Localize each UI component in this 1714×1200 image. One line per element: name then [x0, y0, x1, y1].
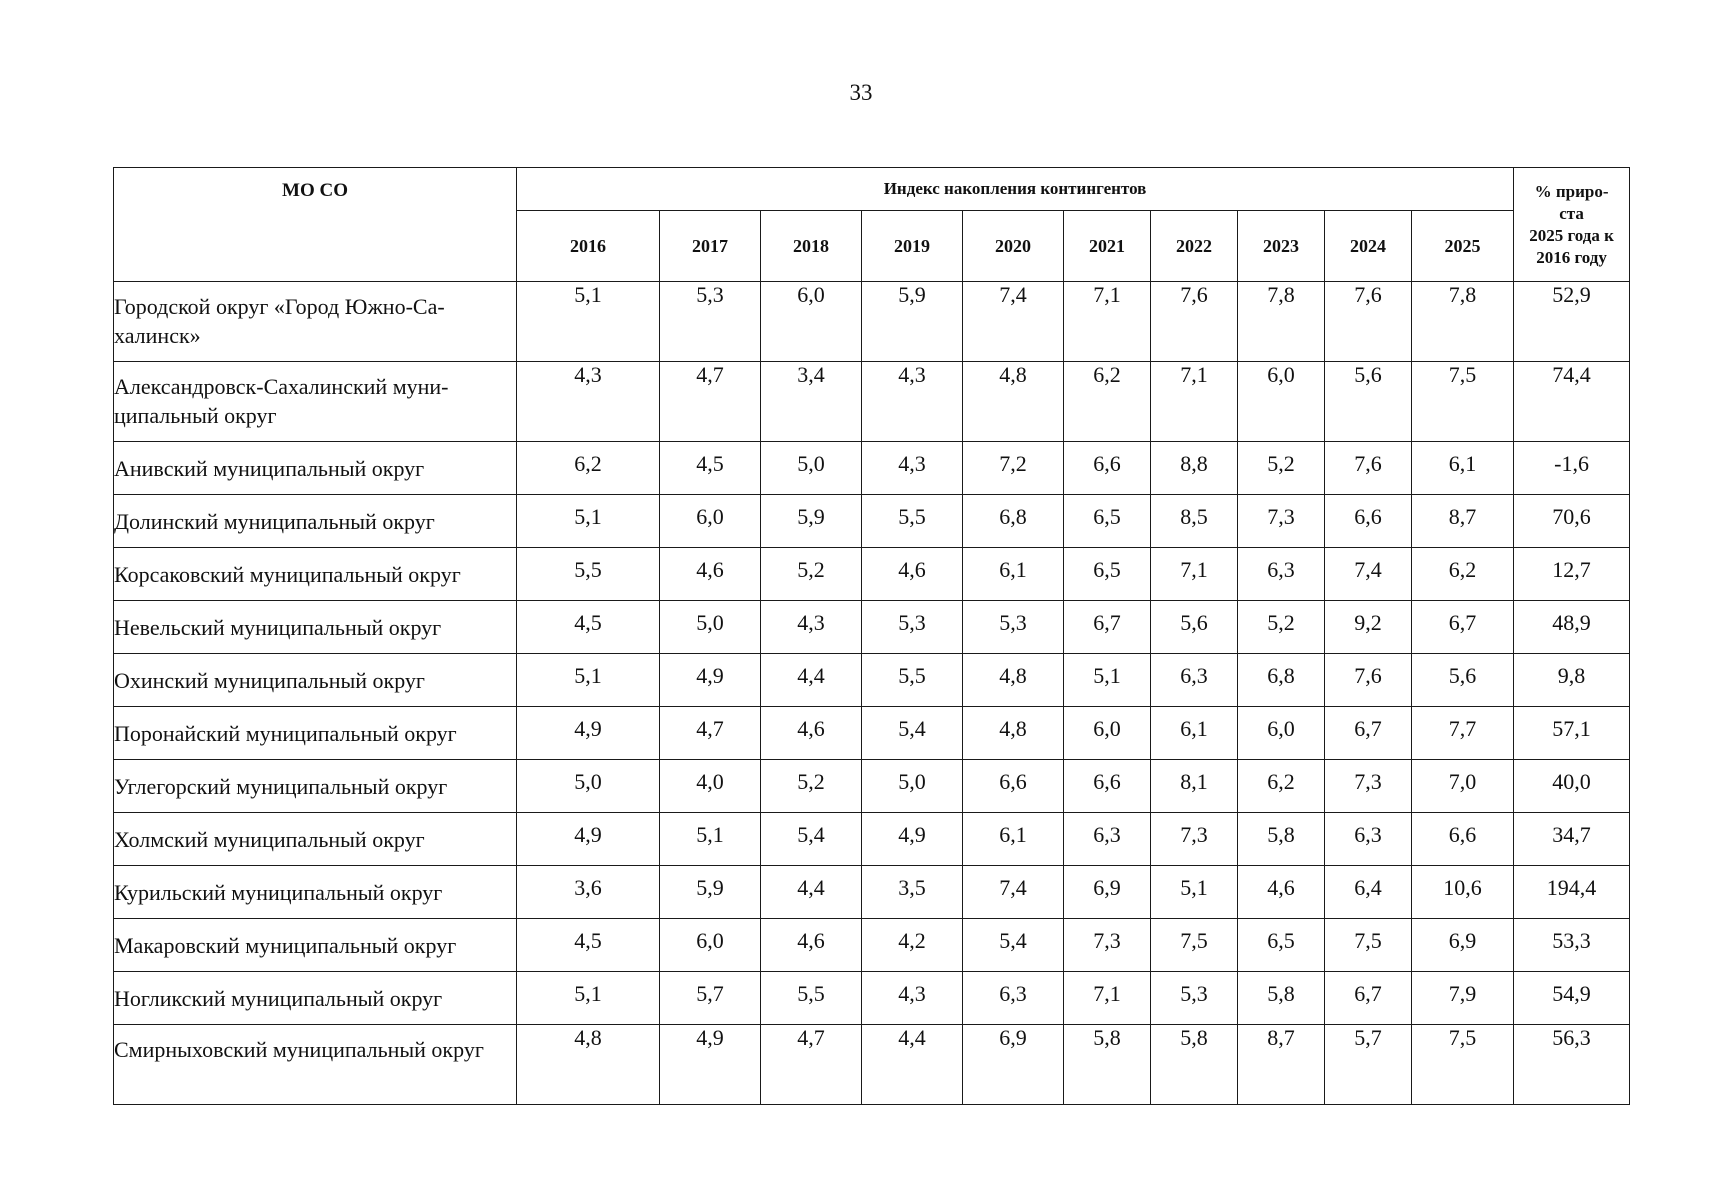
- row-name: Углегорский муниципальный округ: [114, 760, 517, 813]
- value-cell: 7,8: [1412, 282, 1514, 362]
- value-cell: 4,6: [1238, 866, 1325, 919]
- value-cell: 5,0: [517, 760, 660, 813]
- row-name: Макаровский муниципальный округ: [114, 919, 517, 972]
- value-cell: 5,5: [517, 548, 660, 601]
- value-cell: 6,0: [761, 282, 862, 362]
- value-cell: 4,9: [517, 813, 660, 866]
- value-cell: 5,6: [1151, 601, 1238, 654]
- value-cell: 5,6: [1325, 362, 1412, 442]
- growth-cell: 54,9: [1514, 972, 1630, 1025]
- value-cell: 6,7: [1325, 972, 1412, 1025]
- value-cell: 5,5: [862, 654, 963, 707]
- growth-cell: 40,0: [1514, 760, 1630, 813]
- value-cell: 5,5: [862, 495, 963, 548]
- value-cell: 7,3: [1064, 919, 1151, 972]
- value-cell: 7,3: [1238, 495, 1325, 548]
- value-cell: 6,7: [1064, 601, 1151, 654]
- value-cell: 4,4: [862, 1025, 963, 1105]
- header-year-2019: 2019: [862, 211, 963, 282]
- table-row: [114, 495, 1630, 548]
- value-cell: 6,1: [1151, 707, 1238, 760]
- row-name: Александровск-Сахалинский муни-ципальный округ: [114, 362, 517, 442]
- table-row: [114, 362, 1630, 442]
- row-name: Невельский муниципальный округ: [114, 601, 517, 654]
- value-cell: 4,8: [963, 654, 1064, 707]
- value-cell: 7,8: [1238, 282, 1325, 362]
- header-year-2020: 2020: [963, 211, 1064, 282]
- value-cell: 5,0: [761, 442, 862, 495]
- row-name: Корсаковский муниципальный округ: [114, 548, 517, 601]
- table-row: [114, 919, 1630, 972]
- growth-cell: 70,6: [1514, 495, 1630, 548]
- value-cell: 5,1: [517, 972, 660, 1025]
- value-cell: 6,6: [1325, 495, 1412, 548]
- value-cell: 5,0: [660, 601, 761, 654]
- value-cell: 8,1: [1151, 760, 1238, 813]
- value-cell: 4,5: [660, 442, 761, 495]
- header-year-2022: 2022: [1151, 211, 1238, 282]
- value-cell: 5,7: [1325, 1025, 1412, 1105]
- value-cell: 7,1: [1064, 972, 1151, 1025]
- value-cell: 6,4: [1325, 866, 1412, 919]
- value-cell: 6,0: [1238, 362, 1325, 442]
- value-cell: 4,5: [517, 919, 660, 972]
- row-name: Смирныховский муниципальный округ: [114, 1025, 517, 1105]
- value-cell: 7,3: [1325, 760, 1412, 813]
- value-cell: 7,9: [1412, 972, 1514, 1025]
- growth-cell: 52,9: [1514, 282, 1630, 362]
- value-cell: 4,9: [660, 654, 761, 707]
- table-row: [114, 548, 1630, 601]
- value-cell: 7,6: [1325, 442, 1412, 495]
- row-name: Холмский муниципальный округ: [114, 813, 517, 866]
- value-cell: 4,6: [660, 548, 761, 601]
- value-cell: 6,7: [1325, 707, 1412, 760]
- value-cell: 6,0: [1064, 707, 1151, 760]
- value-cell: 7,6: [1325, 654, 1412, 707]
- table-row: [114, 707, 1630, 760]
- value-cell: 6,3: [1151, 654, 1238, 707]
- value-cell: 7,4: [1325, 548, 1412, 601]
- value-cell: 7,2: [963, 442, 1064, 495]
- value-cell: 5,3: [1151, 972, 1238, 1025]
- value-cell: 8,7: [1412, 495, 1514, 548]
- header-year-2023: 2023: [1238, 211, 1325, 282]
- value-cell: 6,2: [517, 442, 660, 495]
- value-cell: 5,4: [862, 707, 963, 760]
- value-cell: 6,3: [1238, 548, 1325, 601]
- value-cell: 5,4: [963, 919, 1064, 972]
- value-cell: 7,1: [1064, 282, 1151, 362]
- growth-cell: 48,9: [1514, 601, 1630, 654]
- growth-cell: 57,1: [1514, 707, 1630, 760]
- table-row: [114, 866, 1630, 919]
- value-cell: 7,7: [1412, 707, 1514, 760]
- value-cell: 5,4: [761, 813, 862, 866]
- value-cell: 10,6: [1412, 866, 1514, 919]
- value-cell: 5,6: [1412, 654, 1514, 707]
- value-cell: 5,3: [862, 601, 963, 654]
- value-cell: 4,6: [761, 707, 862, 760]
- header-growth-line: ста: [1559, 203, 1584, 223]
- value-cell: 5,1: [660, 813, 761, 866]
- growth-cell: 194,4: [1514, 866, 1630, 919]
- value-cell: 4,7: [660, 707, 761, 760]
- header-growth-line: 2025 года к: [1529, 225, 1614, 245]
- value-cell: 6,1: [963, 548, 1064, 601]
- table-row: [114, 654, 1630, 707]
- value-cell: 8,7: [1238, 1025, 1325, 1105]
- value-cell: 6,1: [963, 813, 1064, 866]
- value-cell: 6,9: [1412, 919, 1514, 972]
- growth-cell: 56,3: [1514, 1025, 1630, 1105]
- value-cell: 6,2: [1238, 760, 1325, 813]
- value-cell: 5,1: [517, 495, 660, 548]
- value-cell: 5,8: [1238, 972, 1325, 1025]
- index-table: [113, 167, 1630, 1105]
- value-cell: 6,6: [1064, 442, 1151, 495]
- table-row: [114, 1025, 1630, 1105]
- value-cell: 5,9: [862, 282, 963, 362]
- value-cell: 6,3: [1064, 813, 1151, 866]
- value-cell: 6,9: [963, 1025, 1064, 1105]
- value-cell: 7,5: [1412, 362, 1514, 442]
- value-cell: 5,2: [761, 760, 862, 813]
- value-cell: 6,7: [1412, 601, 1514, 654]
- value-cell: 7,6: [1325, 282, 1412, 362]
- value-cell: 4,8: [963, 362, 1064, 442]
- value-cell: 7,6: [1151, 282, 1238, 362]
- row-name: Городской округ «Город Южно-Са-халинск»: [114, 282, 517, 362]
- table-row: [114, 282, 1630, 362]
- header-growth-line: % приро-: [1534, 181, 1609, 201]
- value-cell: 6,3: [963, 972, 1064, 1025]
- value-cell: 5,1: [1064, 654, 1151, 707]
- value-cell: 4,3: [862, 442, 963, 495]
- value-cell: 3,5: [862, 866, 963, 919]
- value-cell: 5,1: [517, 654, 660, 707]
- header-row-top: [114, 168, 1630, 211]
- row-name: Охинский муниципальный округ: [114, 654, 517, 707]
- value-cell: 6,6: [963, 760, 1064, 813]
- row-name: Ногликский муниципальный округ: [114, 972, 517, 1025]
- growth-cell: 34,7: [1514, 813, 1630, 866]
- value-cell: 6,8: [963, 495, 1064, 548]
- header-year-2018: 2018: [761, 211, 862, 282]
- value-cell: 6,9: [1064, 866, 1151, 919]
- value-cell: 4,3: [862, 972, 963, 1025]
- value-cell: 4,5: [517, 601, 660, 654]
- value-cell: 7,4: [963, 866, 1064, 919]
- value-cell: 4,7: [761, 1025, 862, 1105]
- value-cell: 7,1: [1151, 548, 1238, 601]
- value-cell: 6,1: [1412, 442, 1514, 495]
- growth-cell: 74,4: [1514, 362, 1630, 442]
- value-cell: 7,5: [1325, 919, 1412, 972]
- value-cell: 5,3: [963, 601, 1064, 654]
- value-cell: 9,2: [1325, 601, 1412, 654]
- value-cell: 5,8: [1151, 1025, 1238, 1105]
- value-cell: 4,2: [862, 919, 963, 972]
- value-cell: 5,9: [660, 866, 761, 919]
- table-row: [114, 601, 1630, 654]
- value-cell: 4,9: [862, 813, 963, 866]
- value-cell: 5,3: [660, 282, 761, 362]
- value-cell: 7,3: [1151, 813, 1238, 866]
- page-number: 33: [849, 80, 873, 105]
- value-cell: 5,8: [1064, 1025, 1151, 1105]
- value-cell: 6,0: [1238, 707, 1325, 760]
- row-name: Анивский муниципальный округ: [114, 442, 517, 495]
- value-cell: 3,4: [761, 362, 862, 442]
- table-row: [114, 442, 1630, 495]
- header-mo-co: МО СО: [114, 168, 517, 282]
- value-cell: 4,7: [660, 362, 761, 442]
- value-cell: 7,0: [1412, 760, 1514, 813]
- value-cell: 4,0: [660, 760, 761, 813]
- value-cell: 4,9: [517, 707, 660, 760]
- value-cell: 5,2: [761, 548, 862, 601]
- header-year-2024: 2024: [1325, 211, 1412, 282]
- value-cell: 6,2: [1412, 548, 1514, 601]
- value-cell: 5,2: [1238, 442, 1325, 495]
- value-cell: 4,3: [761, 601, 862, 654]
- value-cell: 5,7: [660, 972, 761, 1025]
- growth-cell: -1,6: [1514, 442, 1630, 495]
- header-index-label: Индекс накопления контингентов: [517, 168, 1514, 211]
- value-cell: 4,8: [517, 1025, 660, 1105]
- growth-cell: 53,3: [1514, 919, 1630, 972]
- value-cell: 5,9: [761, 495, 862, 548]
- value-cell: 3,6: [517, 866, 660, 919]
- row-name: Долинский муниципальный округ: [114, 495, 517, 548]
- header-growth: [1514, 168, 1630, 282]
- row-name: Курильский муниципальный округ: [114, 866, 517, 919]
- header-year-2021: 2021: [1064, 211, 1151, 282]
- value-cell: 4,9: [660, 1025, 761, 1105]
- value-cell: 7,1: [1151, 362, 1238, 442]
- value-cell: 6,0: [660, 495, 761, 548]
- value-cell: 7,5: [1151, 919, 1238, 972]
- value-cell: 8,5: [1151, 495, 1238, 548]
- header-year-2017: 2017: [660, 211, 761, 282]
- row-name: Поронайский муниципальный округ: [114, 707, 517, 760]
- header-growth-line: 2016 году: [1536, 247, 1607, 267]
- header-year-2016: 2016: [517, 211, 660, 282]
- growth-cell: 12,7: [1514, 548, 1630, 601]
- value-cell: 5,2: [1238, 601, 1325, 654]
- value-cell: 5,1: [517, 282, 660, 362]
- value-cell: 4,8: [963, 707, 1064, 760]
- value-cell: 5,5: [761, 972, 862, 1025]
- table-row: [114, 760, 1630, 813]
- value-cell: 6,3: [1325, 813, 1412, 866]
- table-row: [114, 813, 1630, 866]
- table-row: [114, 972, 1630, 1025]
- value-cell: 7,4: [963, 282, 1064, 362]
- value-cell: 6,5: [1238, 919, 1325, 972]
- value-cell: 4,3: [517, 362, 660, 442]
- growth-cell: 9,8: [1514, 654, 1630, 707]
- value-cell: 6,5: [1064, 548, 1151, 601]
- value-cell: 6,5: [1064, 495, 1151, 548]
- value-cell: 6,0: [660, 919, 761, 972]
- value-cell: 7,5: [1412, 1025, 1514, 1105]
- value-cell: 6,2: [1064, 362, 1151, 442]
- header-year-2025: 2025: [1412, 211, 1514, 282]
- value-cell: 5,0: [862, 760, 963, 813]
- value-cell: 6,8: [1238, 654, 1325, 707]
- value-cell: 5,8: [1238, 813, 1325, 866]
- value-cell: 5,1: [1151, 866, 1238, 919]
- value-cell: 4,6: [761, 919, 862, 972]
- value-cell: 4,4: [761, 654, 862, 707]
- value-cell: 8,8: [1151, 442, 1238, 495]
- value-cell: 6,6: [1064, 760, 1151, 813]
- value-cell: 6,6: [1412, 813, 1514, 866]
- value-cell: 4,4: [761, 866, 862, 919]
- value-cell: 4,6: [862, 548, 963, 601]
- value-cell: 4,3: [862, 362, 963, 442]
